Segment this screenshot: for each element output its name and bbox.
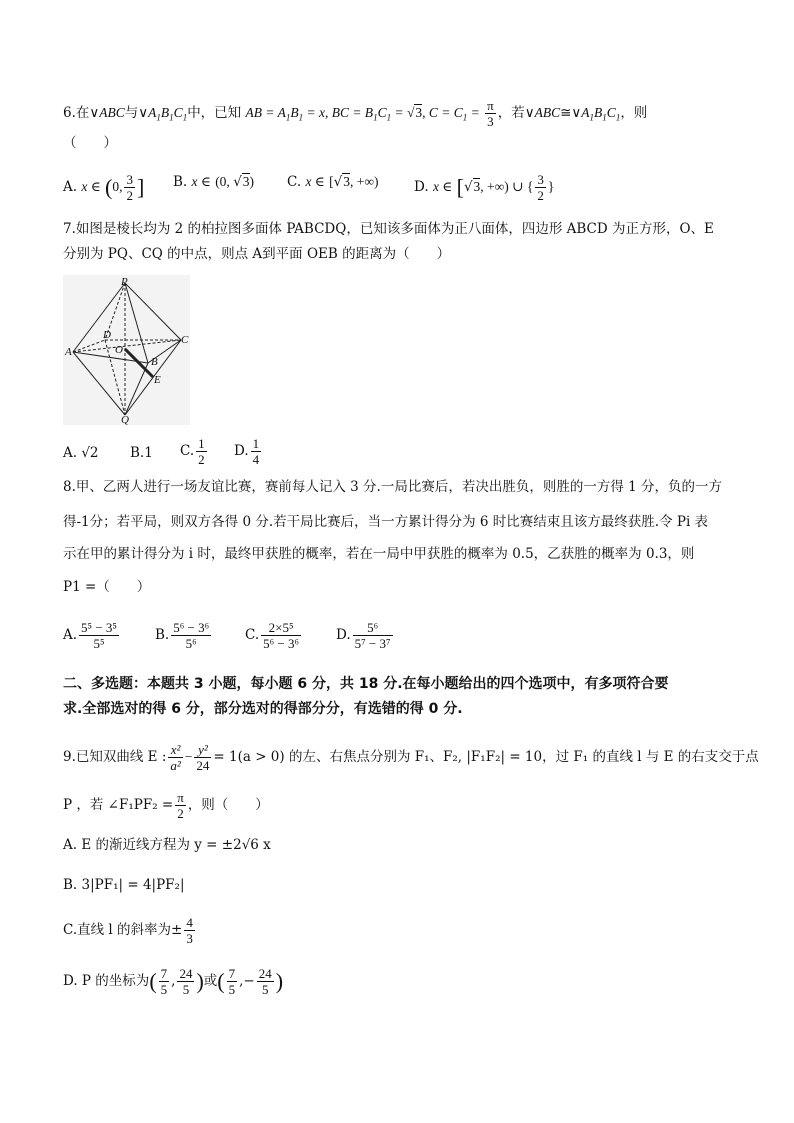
q7-option-a: A. √2 — [63, 445, 99, 461]
q8-option-c: C. $\frac{\text{2×5⁵}}{\text{5⁶ − 3⁶}}$ — [245, 620, 300, 651]
q7-line1: 7.如图是棱长均为 2 的柏拉图多面体 PABCDQ，已知该多面体为正八面体，四边形 ABCD 为正方形，O、E — [63, 221, 714, 237]
q6-paren: （ ） — [63, 135, 117, 151]
q8-line3: 示在甲的累计得分为 i 时，最终甲获胜的概率，若在一局中甲获胜的概率为 0.5，乙获胜的概率为 0.3，则 — [63, 546, 695, 562]
q8-line2: 得-1分；若平局，则双方各得 0 分.若干局比赛后，当一方累计得分为 6 时比赛结束且该方最终获胜.令 Pi 表 — [63, 514, 709, 530]
octahedron-diagram — [63, 275, 190, 425]
q9-option-c: C.直线 l 的斜率为± $\frac{4}{3}$ — [63, 915, 193, 946]
q8-line4: P1 =（ ） — [63, 579, 151, 595]
fig-label-o: O — [115, 344, 123, 356]
section2-line2: 求.全部选对的得 6 分，部分选对的得部分分，有选错的得 0 分. — [63, 701, 463, 717]
q9-line2: P ，若 ∠F₁PF₂ = $\frac{\pi}{2}$ ，则（ ） — [63, 790, 269, 821]
q6-option-c: C. x ∈ [√3, +∞) — [287, 174, 379, 190]
q7-option-c: C. $\frac{1}{2}$ — [180, 436, 205, 467]
fig-label-c: C — [181, 334, 189, 346]
octahedron-figure — [63, 275, 190, 425]
q6-option-a: A. x ∈ (0, $\frac{3}{2}$ ] — [63, 172, 145, 203]
fig-label-q: Q — [121, 414, 129, 425]
q6-stem: 6.在∨ABC与$\vee A_1B_1C_1$中，已知 AB = $A_1B_1 = x$, BC = $B_1C_1 = √3$, $C = C_1$ = $\frac{\pi}{3}$ ，若$\vee ABC≅\vee A_1B_1C_1$，则 — [63, 98, 648, 129]
q8-option-d: D. $\frac{\text{5⁶}}{\text{5⁷ − 3⁷}}$ — [336, 620, 391, 651]
q8-option-a: A. $\frac{\text{5⁵ − 3⁵}}{\text{5⁵}}$ — [63, 620, 117, 651]
fig-label-e: E — [154, 374, 161, 386]
fig-label-d: D — [103, 329, 111, 341]
q9-option-a: A. E 的渐近线方程为 y = ±2√6 x — [63, 837, 271, 853]
q9-option-d: D. P 的坐标为( $\frac{7}{5}$ , $\frac{24}{5}$ )或( $\frac{7}{5}$ ,− $\frac{24}{5}$ ) — [63, 966, 284, 997]
q8-option-b: B. $\frac{\text{5⁶ − 3⁶}}{\text{5⁶}}$ — [155, 620, 210, 651]
q8-line1: 8.甲、乙两人进行一场友谊比赛，赛前每人记入 3 分.一局比赛后，若决出胜负，则胜的一方得 1 分，负的一方 — [63, 479, 723, 495]
section2-line1: 二、多选题：本题共 3 小题，每小题 6 分，共 18 分.在每小题给出的四个选项中，有多项符合要 — [63, 676, 669, 692]
pi-over-3: $\frac{\pi}{3}$ — [487, 98, 494, 129]
q7-option-d: D. $\frac{1}{4}$ — [234, 436, 260, 467]
fig-label-b: B — [151, 356, 158, 368]
q6-option-d: D. x ∈ [√3, +∞) ∪ { $\frac{3}{2}$ } — [414, 172, 555, 203]
q9-option-b: B. 3|PF₁| = 4|PF₂| — [63, 877, 185, 893]
fig-label-p: P — [121, 276, 128, 288]
q7-line2: 分别为 PQ、CQ 的中点，则点 A到平面 OEB 的距离为（ ） — [63, 246, 451, 262]
q6-option-b: B. x ∈ (0, √3) — [173, 174, 255, 190]
q9-line1: 9.已知双曲线 E : $\frac{\text{x²}}{\text{a²}}$ − $\frac{\text{y²}}{24}$ = 1(a > 0) 的左、右焦点分别为 F₁、F₂, |F₁F₂| = 10，过 F₁ 的直线 l 与 E 的右支交于点 — [63, 742, 759, 773]
fig-label-a: A — [65, 346, 72, 358]
q7-option-b: B.1 — [130, 445, 153, 461]
